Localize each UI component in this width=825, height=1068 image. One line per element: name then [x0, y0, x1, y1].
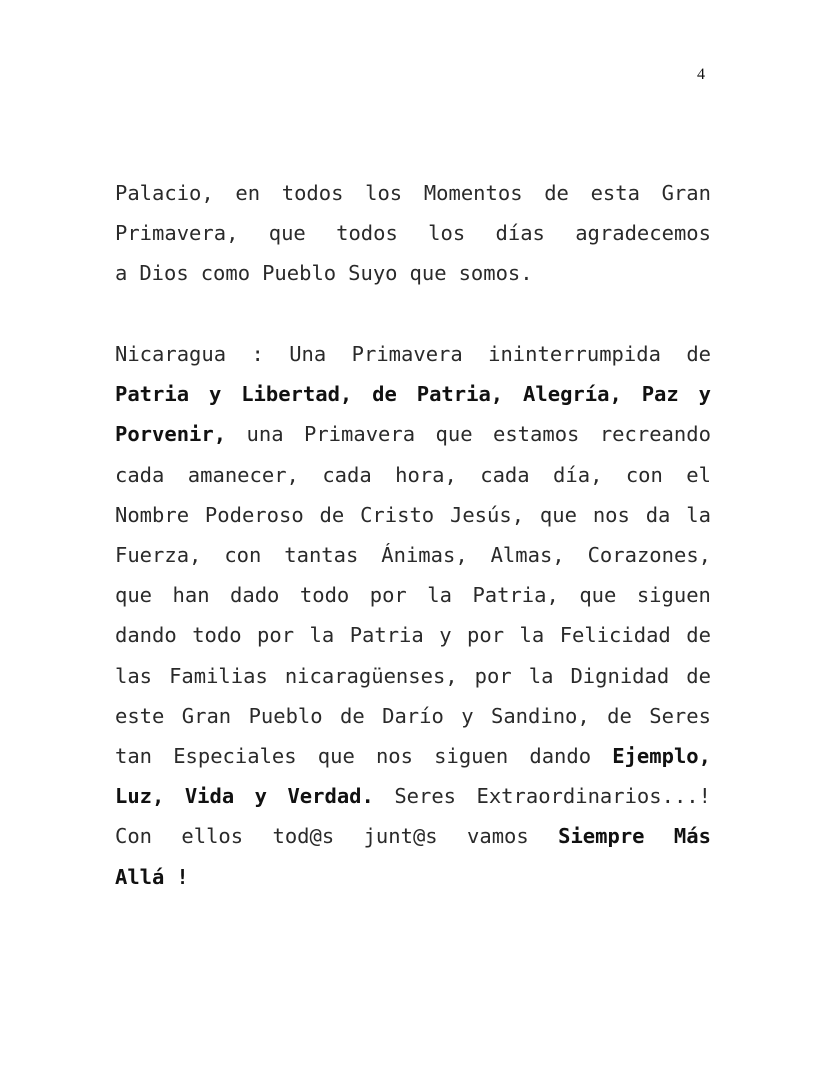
word: Primavera — [304, 422, 416, 447]
word: a — [115, 261, 128, 286]
word: cada — [480, 462, 530, 487]
word: Familias — [169, 663, 268, 688]
text-line — [115, 455, 711, 495]
word: Allá — [115, 864, 165, 889]
word: Patria — [115, 382, 190, 407]
word: junt@s — [363, 824, 438, 849]
word: los — [365, 181, 403, 205]
word: el — [686, 462, 711, 487]
word: una — [246, 422, 284, 447]
word: la — [309, 623, 335, 648]
word: de — [686, 342, 711, 366]
word: ! — [176, 864, 189, 889]
word: que — [115, 583, 153, 608]
word: Seres — [394, 784, 457, 809]
word: y — [698, 382, 711, 407]
text-line — [115, 776, 711, 816]
word: Primavera — [351, 342, 463, 366]
word: la — [519, 623, 545, 648]
word: Nicaragua — [115, 342, 227, 366]
word: Alegría, — [523, 382, 622, 407]
word: cada — [322, 462, 372, 487]
word: Suyo — [348, 261, 398, 286]
word: Gran — [661, 181, 711, 205]
word-bold: Verdad. — [287, 784, 374, 809]
text-line — [115, 173, 711, 213]
word: Patria, — [416, 382, 504, 407]
word: en — [235, 181, 261, 205]
word: de — [686, 623, 711, 648]
word: que — [317, 744, 355, 769]
word: Fuerza, — [115, 543, 202, 568]
word: Poderoso — [204, 502, 304, 527]
word: por — [474, 663, 512, 688]
text-line — [115, 253, 711, 293]
text-line — [115, 736, 711, 776]
word-bold: Más — [673, 824, 711, 849]
paragraph-2 — [115, 334, 711, 897]
word-bold: Luz, — [115, 784, 165, 809]
text-line-bold — [115, 374, 711, 414]
text-line — [115, 535, 711, 575]
text-line — [115, 414, 711, 454]
word-bold: Ejemplo, — [612, 744, 711, 769]
word: y — [439, 623, 452, 648]
word: Dios — [139, 261, 189, 286]
word: de — [319, 502, 345, 527]
word: da — [645, 502, 671, 527]
word: nicaragüenses, — [284, 663, 458, 688]
word: Sandino, — [491, 703, 590, 728]
word: hora, — [395, 462, 457, 487]
text-line — [115, 696, 711, 736]
word: Corazones, — [587, 543, 711, 568]
word: Jesús, — [450, 502, 525, 527]
word: Seres — [649, 703, 711, 728]
text-line — [115, 213, 711, 253]
word: con — [224, 543, 262, 568]
word-bold: Siempre — [558, 824, 645, 849]
word: todos — [336, 221, 398, 246]
word: Dignidad — [570, 663, 670, 688]
word-bold: Porvenir, — [115, 422, 227, 447]
word: han — [172, 583, 210, 608]
text-line-bold — [115, 857, 711, 897]
word: Felicidad — [559, 623, 671, 648]
word: Cristo — [360, 502, 435, 527]
word: por — [467, 623, 505, 648]
word: todo — [192, 623, 242, 648]
word: de — [607, 703, 632, 728]
word: tan — [115, 744, 153, 769]
word: de — [340, 703, 365, 728]
word: todos — [281, 181, 344, 205]
word: dando — [115, 623, 177, 648]
word: Primavera, — [115, 221, 239, 246]
word: Almas, — [490, 543, 565, 568]
word: Darío — [382, 703, 444, 728]
word: las — [115, 663, 153, 688]
text-line — [115, 816, 711, 856]
word: amanecer, — [187, 462, 299, 487]
word: Patria — [349, 623, 424, 648]
word: Paz — [641, 382, 679, 407]
word: Momentos — [423, 181, 523, 205]
text-line — [115, 334, 711, 374]
word: como — [200, 261, 251, 286]
word: Nombre — [115, 502, 190, 527]
word: y — [208, 382, 222, 407]
word: que — [409, 261, 447, 286]
word: y — [461, 703, 474, 728]
word: de — [372, 382, 397, 407]
word: estamos — [493, 422, 580, 447]
word: cada — [115, 462, 165, 487]
word: día, — [553, 462, 603, 487]
word: siguen — [434, 744, 509, 769]
word: dado — [230, 583, 280, 608]
word: que — [579, 583, 617, 608]
word: Con — [115, 824, 153, 849]
word: Una — [289, 342, 327, 366]
word: nos — [375, 744, 413, 769]
word: Especiales — [173, 744, 297, 769]
word: los — [428, 221, 466, 246]
word: la — [686, 502, 711, 527]
word: Pueblo — [248, 703, 323, 728]
word: que — [539, 502, 577, 527]
word: ininterrumpida — [488, 342, 661, 366]
word: tod@s — [272, 824, 335, 849]
word: siguen — [636, 583, 711, 608]
word: recreando — [599, 422, 711, 447]
word: esta — [590, 181, 640, 205]
word: la — [427, 583, 452, 608]
text-line — [115, 495, 711, 535]
word: : — [251, 342, 264, 366]
word-bold: y — [254, 784, 267, 809]
word: la — [528, 663, 554, 688]
word: que — [268, 221, 306, 246]
word: todo — [299, 583, 350, 608]
word: Gran — [181, 703, 232, 728]
word: vamos — [467, 824, 529, 849]
word: que — [435, 422, 473, 447]
word: Palacio, — [115, 181, 214, 205]
word: Patria, — [472, 583, 559, 608]
word: por — [257, 623, 295, 648]
text-line — [115, 615, 711, 655]
text-line — [115, 656, 711, 696]
word: Libertad, — [241, 382, 353, 407]
text-line — [115, 575, 711, 615]
page-number: 4 — [697, 66, 705, 83]
paragraph-1 — [115, 173, 711, 294]
word: con — [625, 462, 663, 487]
word: Extraordinarios...! — [476, 784, 711, 809]
word: Ánimas, — [381, 543, 468, 568]
word: tantas — [284, 543, 359, 568]
word-bold: Vida — [184, 784, 235, 809]
word: Pueblo — [262, 261, 337, 286]
word: agradecemos — [575, 221, 711, 246]
word: este — [115, 703, 165, 728]
word: nos — [592, 502, 630, 527]
word: somos. — [458, 261, 533, 286]
word: de — [544, 181, 569, 205]
word: ellos — [181, 824, 244, 849]
word: por — [369, 583, 407, 608]
word: dando — [529, 744, 592, 769]
word: días — [495, 221, 545, 246]
word: de — [686, 663, 711, 688]
